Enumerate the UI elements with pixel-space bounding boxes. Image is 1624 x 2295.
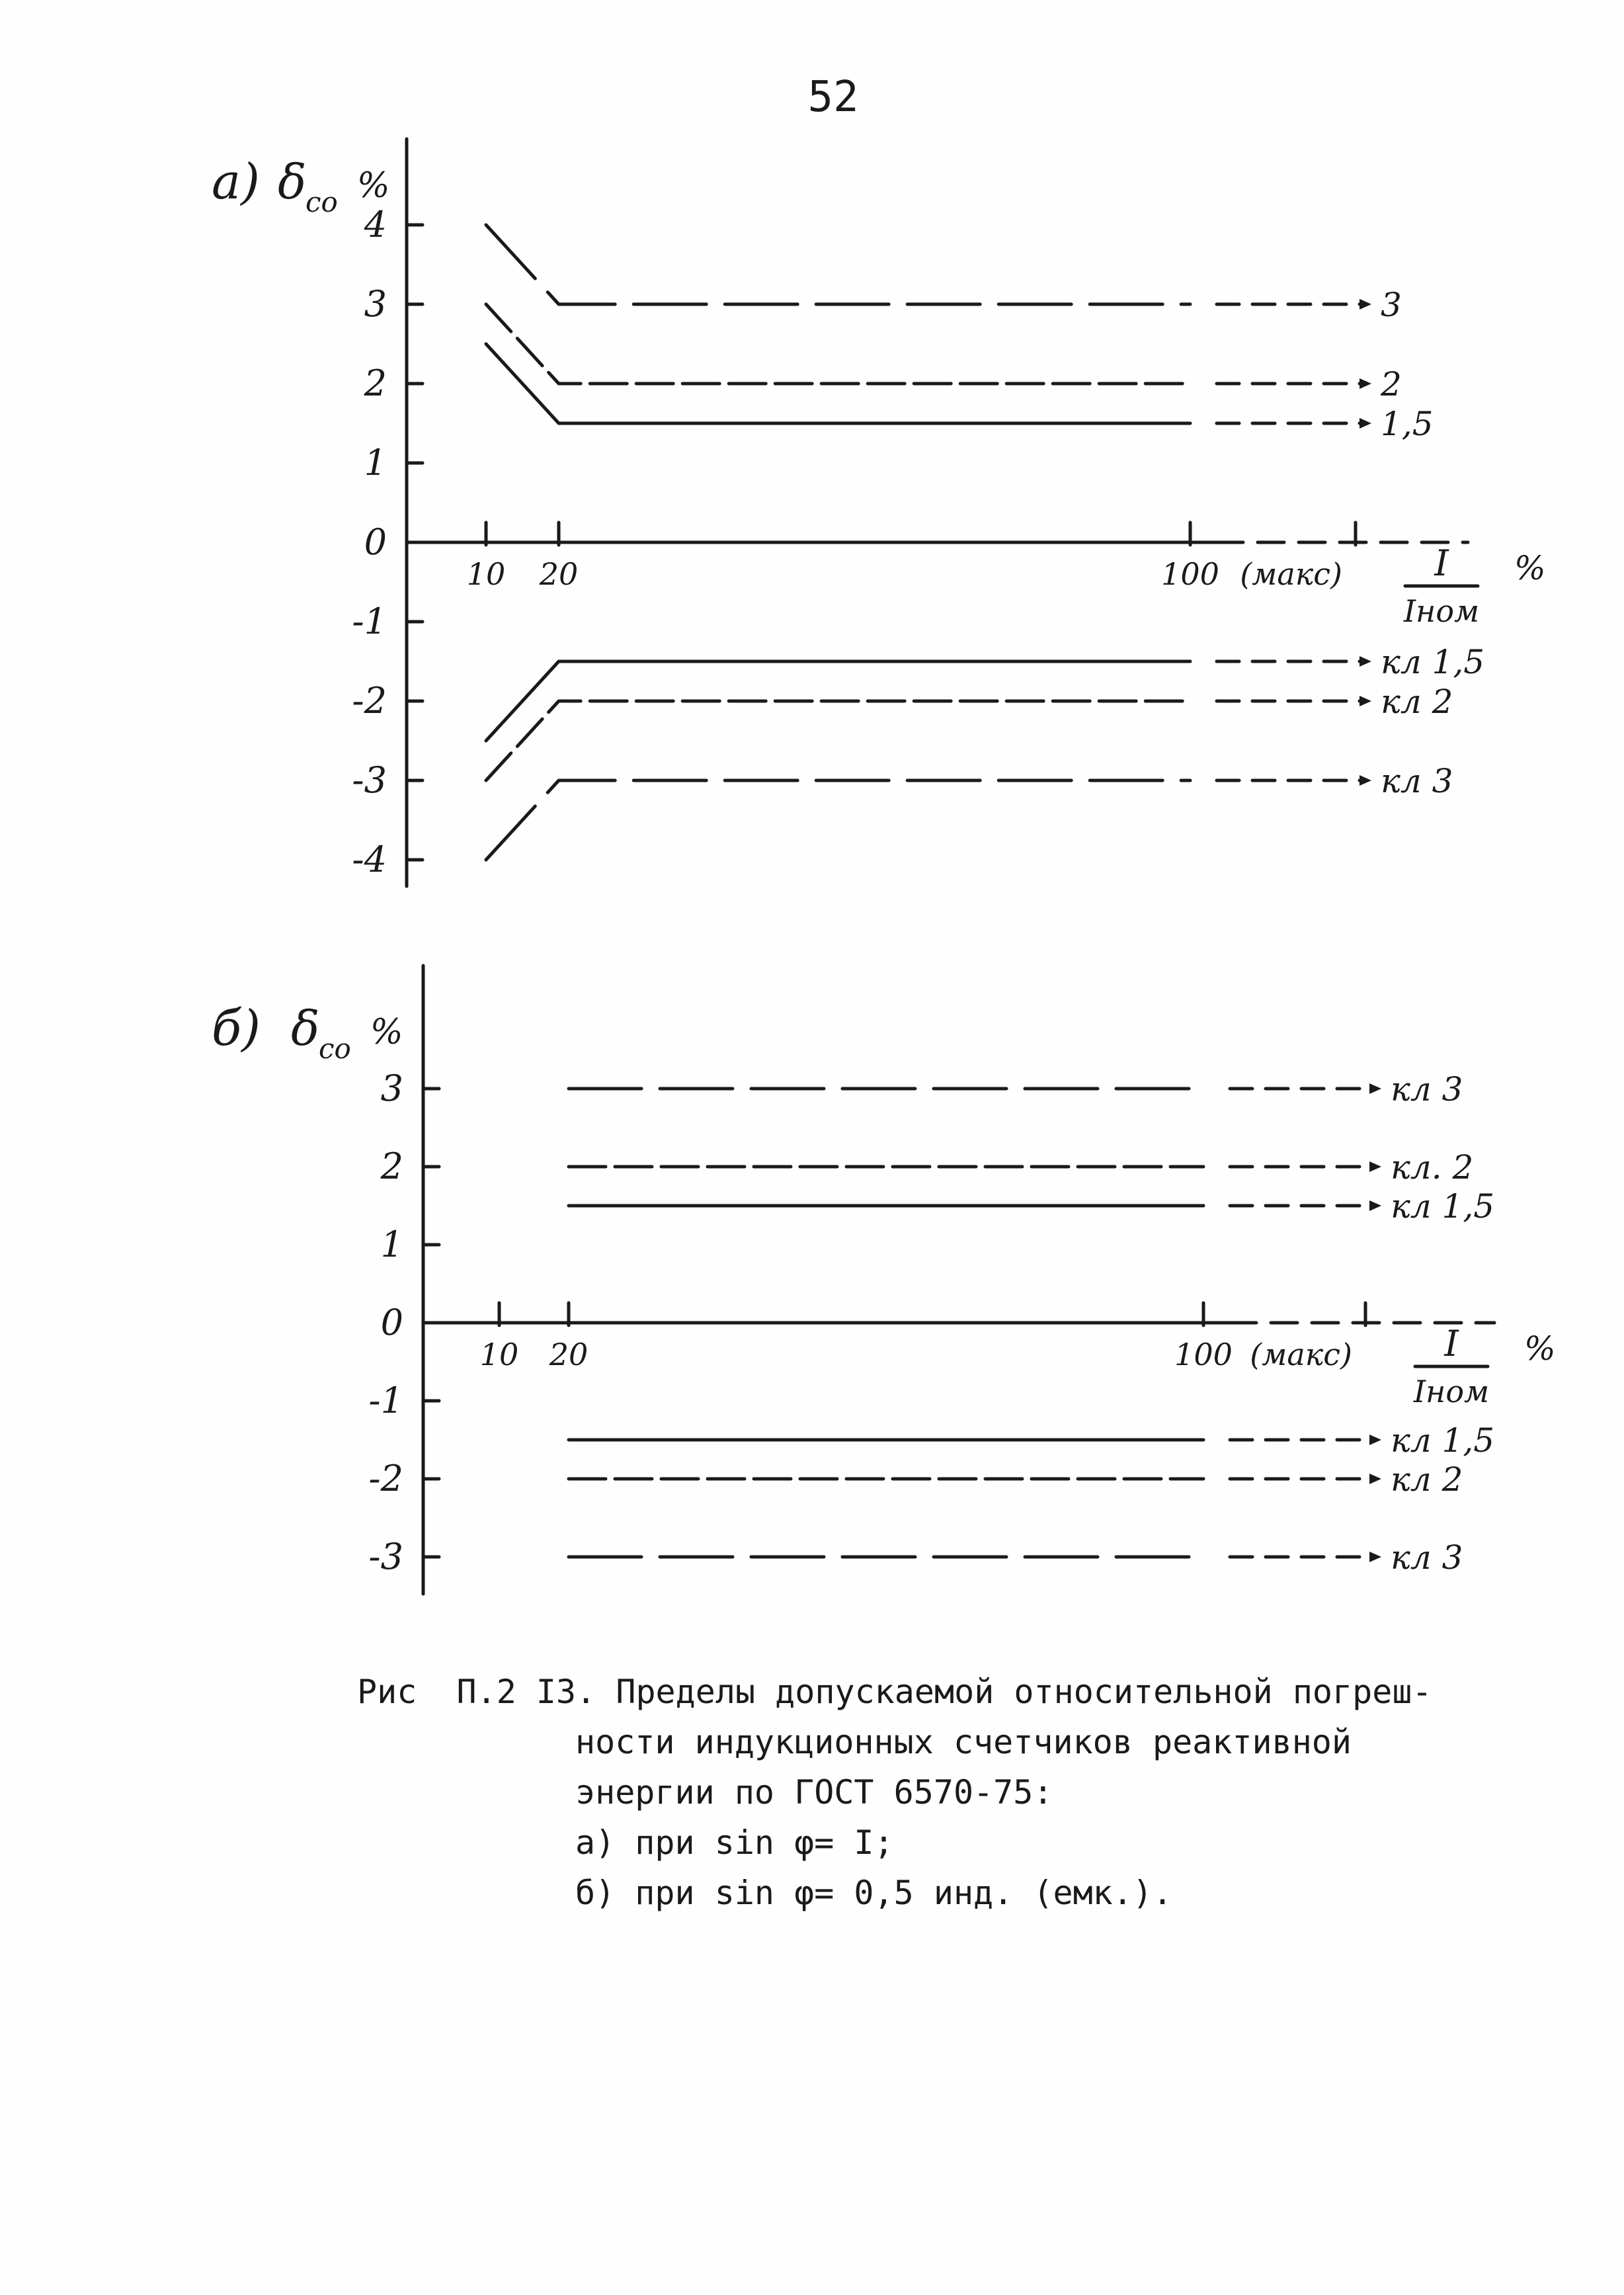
series-label: кл 3	[1391, 1538, 1463, 1577]
caption-line-2: ности индукционных счетчиков реактивной	[575, 1723, 1352, 1761]
x-tick-label: 10	[479, 1337, 519, 1372]
series-line	[486, 780, 1190, 860]
series-arrowhead	[1360, 378, 1371, 389]
page-number: 52	[807, 73, 859, 122]
y-tick-label: 4	[364, 204, 387, 245]
x-tick-label: 20	[549, 1337, 589, 1372]
series-label: кл 1,5	[1391, 1187, 1495, 1226]
panel-label: б)	[212, 1000, 261, 1057]
x-axis-label-numerator: I	[1434, 542, 1449, 584]
chart-panel-b	[0, 952, 1624, 1640]
y-tick-label: 0	[364, 521, 387, 563]
caption-prefix: Рис П.2 I3.	[357, 1673, 596, 1711]
y-axis-unit: %	[370, 1013, 403, 1052]
y-tick-label: -3	[352, 759, 387, 801]
y-tick-label: 0	[380, 1302, 403, 1343]
series-label: кл 1,5	[1391, 1421, 1495, 1460]
series-label: кл 1,5	[1381, 643, 1485, 681]
series-arrowhead	[1369, 1083, 1381, 1094]
y-axis-label: δ	[291, 1001, 320, 1056]
series-label: 2	[1381, 365, 1402, 403]
series-arrowhead	[1360, 696, 1371, 706]
series-arrowhead	[1360, 299, 1371, 310]
x-axis-unit: %	[1524, 1329, 1556, 1368]
x-tick-label: 100	[1161, 556, 1219, 592]
y-tick-label: -4	[352, 839, 387, 880]
series-label: кл 2	[1391, 1460, 1463, 1499]
y-axis-label-subscript: со	[319, 1032, 351, 1065]
x-tick-label: (макс)	[1240, 556, 1342, 592]
x-axis-label-numerator: I	[1444, 1323, 1459, 1364]
series-arrowhead	[1369, 1161, 1381, 1172]
y-tick-label: 2	[364, 362, 387, 404]
y-tick-label: -1	[352, 601, 387, 642]
series-label: 1,5	[1381, 405, 1434, 443]
y-tick-label: 2	[380, 1146, 403, 1187]
panel-label: а)	[212, 153, 260, 210]
series-label: кл 3	[1381, 762, 1453, 800]
series-arrowhead	[1360, 418, 1371, 429]
series-label: кл 3	[1391, 1070, 1463, 1108]
y-tick-label: 3	[380, 1067, 403, 1109]
figure-caption	[357, 1667, 1580, 1918]
y-tick-label: 3	[364, 283, 387, 325]
series-arrowhead	[1360, 775, 1371, 786]
y-tick-label: 1	[380, 1224, 403, 1265]
x-axis-label-denominator: Iном	[1413, 1374, 1490, 1409]
series-label: 3	[1381, 286, 1402, 324]
x-tick-label: 20	[539, 556, 579, 592]
series-line	[486, 304, 1190, 384]
series-arrowhead	[1360, 656, 1371, 667]
x-tick-label: 10	[466, 556, 506, 592]
x-tick-label: (макс)	[1250, 1337, 1352, 1372]
y-tick-label: -3	[368, 1536, 403, 1577]
y-tick-label: -2	[352, 680, 387, 722]
series-line	[486, 701, 1190, 780]
series-arrowhead	[1369, 1474, 1381, 1484]
caption-line-1	[357, 1667, 1580, 1717]
series-arrowhead	[1369, 1435, 1381, 1445]
caption-line-4: а) при sin φ= I;	[575, 1823, 894, 1862]
y-axis-label-subscript: со	[305, 186, 338, 218]
x-axis-unit: %	[1514, 549, 1546, 587]
y-axis-unit: %	[357, 166, 390, 206]
y-axis-label: δ	[278, 154, 307, 210]
series-label: кл 2	[1381, 683, 1453, 721]
chart-panel-a	[0, 119, 1624, 946]
x-tick-label: 100	[1174, 1337, 1233, 1372]
series-arrowhead	[1369, 1200, 1381, 1211]
caption-text-1: Пределы допускаемой относительной погреш-	[616, 1673, 1432, 1711]
y-tick-label: 1	[364, 442, 387, 483]
caption-line-3: энергии по ГОСТ 6570-75:	[575, 1773, 1053, 1812]
series-label: кл. 2	[1391, 1148, 1474, 1187]
x-axis-label-denominator: Iном	[1403, 593, 1480, 629]
series-line	[486, 225, 1190, 304]
caption-line-5: б) при sin φ= 0,5 инд. (емк.).	[575, 1874, 1173, 1912]
y-tick-label: -1	[368, 1380, 403, 1421]
series-arrowhead	[1369, 1552, 1381, 1562]
y-tick-label: -2	[368, 1458, 403, 1499]
